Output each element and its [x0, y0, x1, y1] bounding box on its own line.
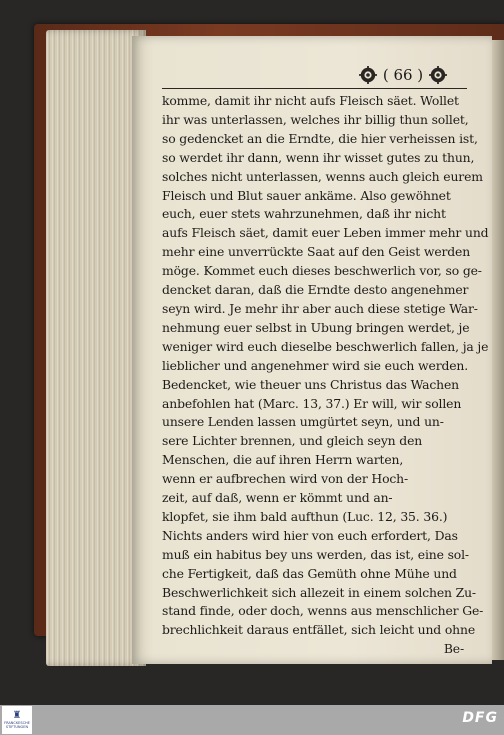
- text-line: mehr eine unverrückte Saat auf den Geist werden: [162, 244, 471, 260]
- text-line: euch, euer stets wahrzunehmen, daß ihr nicht: [162, 206, 446, 222]
- header-rule: [162, 88, 467, 89]
- text-line: komme, damit ihr nicht aufs Fleisch säet. Wollet: [162, 93, 459, 108]
- page-text: [162, 92, 489, 658]
- ornament-left-icon: [359, 66, 377, 84]
- text-line: so werdet ihr dann, wenn ihr wisset gutes zu thun,: [162, 149, 475, 165]
- text-line: ihr was unterlassen, welches ihr billig thun sollet,: [162, 111, 469, 127]
- text-line: möge. Kommet euch dieses beschwerlich vor, so ge-: [162, 263, 482, 279]
- text-line: muß ein habitus bey uns werden, das ist, eine sol-: [162, 546, 469, 562]
- text-line: Beschwerlichkeit sich allezeit in einem solchen Zu-: [162, 584, 476, 600]
- text-line: sere Lichter brennen, und gleich seyn den: [162, 433, 423, 449]
- institution-logo[interactable]: [2, 706, 32, 734]
- text-line: Menschen, die auf ihren Herrn warten,: [162, 452, 404, 468]
- text-line: so gedencket an die Erndte, die hier verheissen ist,: [162, 130, 478, 146]
- dfg-logo[interactable]: DFG: [462, 710, 498, 726]
- text-line: anbefohlen hat (Marc. 13, 37.) Er will, wir sollen: [162, 395, 462, 411]
- text-line: dencket daran, daß die Erndte desto angenehmer: [162, 282, 469, 298]
- text-line: stand finde, oder doch, wenns aus menschlicher Ge-: [162, 603, 484, 619]
- ornament-right-icon: [429, 66, 447, 84]
- text-line: seyn wird. Je mehr ihr aber auch diese stetige War-: [162, 300, 478, 316]
- text-line: klopfet, sie ihm bald aufthun (Luc. 12, 35. 36.): [162, 508, 448, 524]
- text-line: Fleisch und Blut sauer ankäme. Also gewöhnet: [162, 187, 451, 203]
- institution-logo-text: FRANCKESCHE STIFTUNGEN: [4, 721, 30, 729]
- page-header: [262, 62, 504, 88]
- text-line: weniger wird euch dieselbe beschwerlich fallen, ja je: [162, 338, 489, 354]
- text-line: nehmung euer selbst in Ubung bringen werdet, je: [162, 319, 470, 335]
- text-line: lieblicher und angenehmer wird sie euch werden.: [162, 357, 469, 373]
- opposite-page-edge: [492, 40, 504, 660]
- text-line: Nichts anders wird hier von euch erfordert, Das: [162, 527, 458, 543]
- book-page: [132, 36, 492, 664]
- text-line: che Fertigkeit, daß das Gemüth ohne Mühe und: [162, 565, 457, 581]
- text-line: brechlichkeit daraus entfället, sich leicht und ohne: [162, 622, 476, 638]
- institution-mark-icon: ♜: [12, 710, 22, 721]
- viewer-footer-bar: [0, 705, 504, 735]
- text-line: zeit, auf daß, wenn er kömmt und an-: [162, 490, 393, 506]
- text-line: unsere Lenden lassen umgürtet seyn, und un-: [162, 414, 444, 430]
- text-line: solches nicht unterlassen, wenns auch gleich eurem: [162, 168, 483, 184]
- page-number: ( 66 ): [382, 66, 424, 84]
- catchword: Be-: [443, 641, 464, 657]
- text-line: Bedencket, wie theuer uns Christus das Wachen: [162, 376, 459, 392]
- text-line: wenn er aufbrechen wird von der Hoch-: [162, 471, 409, 487]
- text-line: aufs Fleisch säet, damit euer Leben immer mehr und: [162, 225, 489, 241]
- page-edges: [46, 30, 146, 666]
